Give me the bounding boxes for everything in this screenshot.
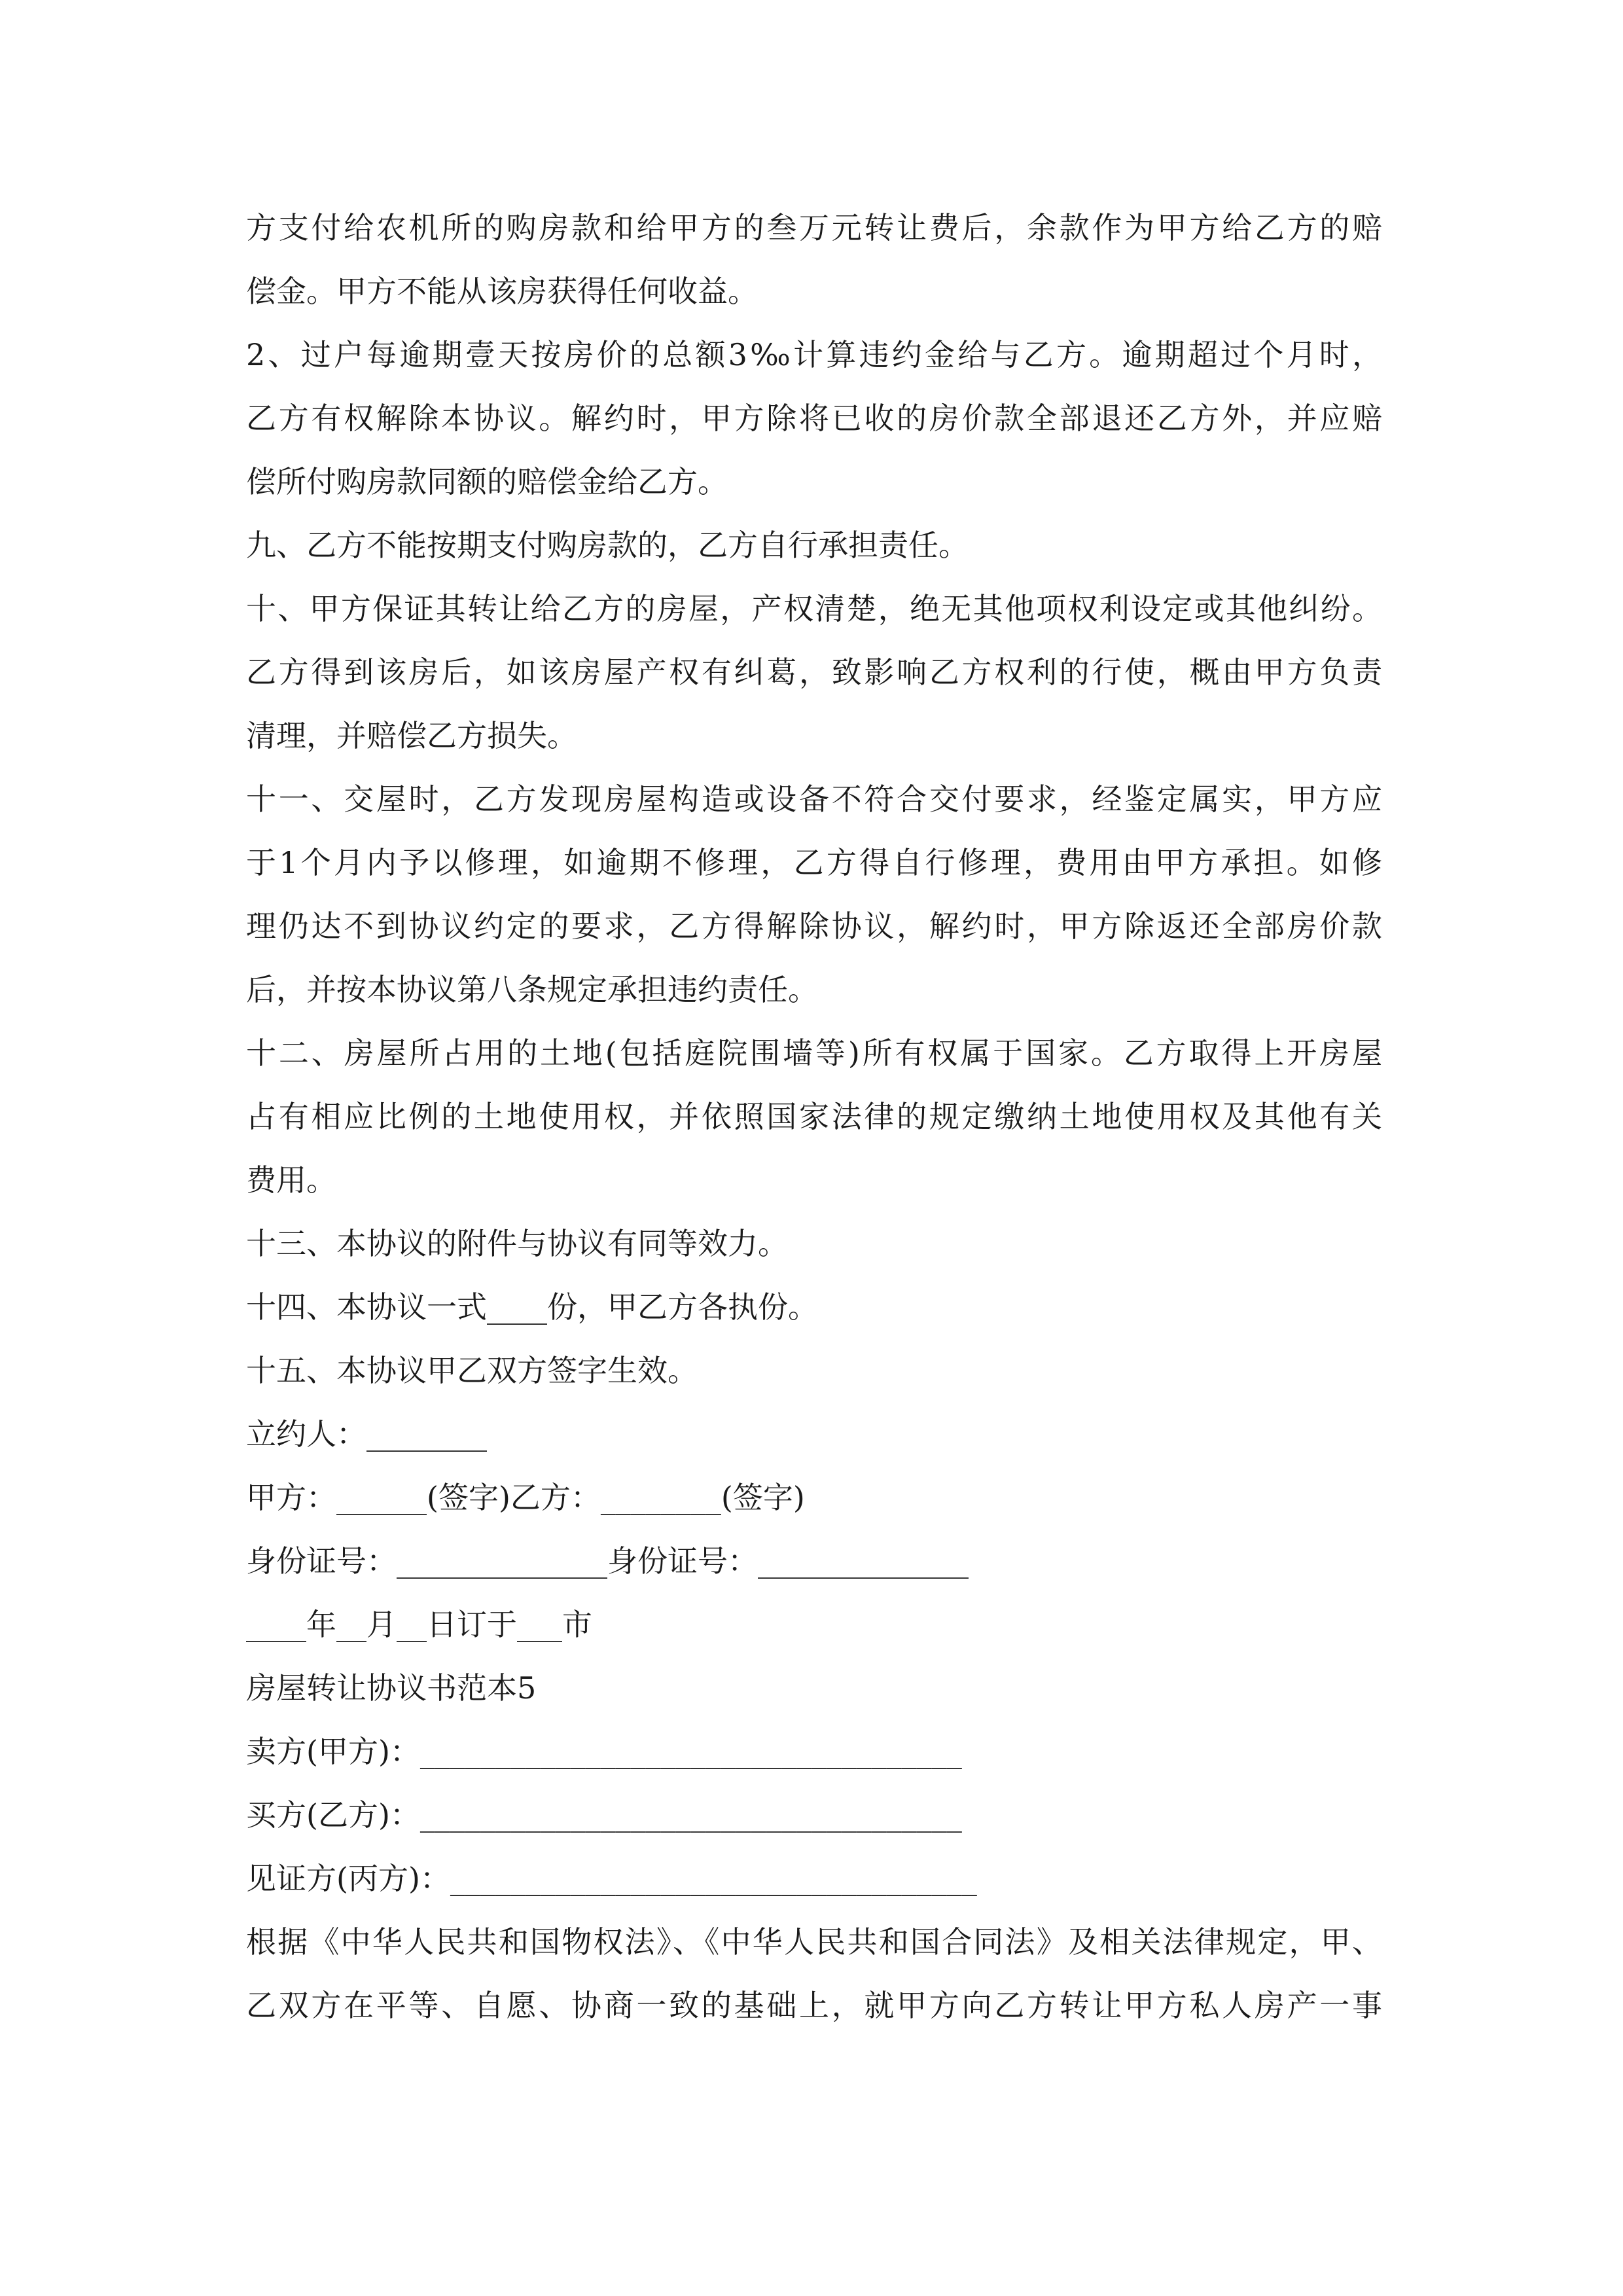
- text-line: 乙方有权解除本协议。解约时，甲方除将已收的房价款全部退还乙方外，并应赔: [246, 401, 1382, 436]
- clause-twelve: 十二、房屋所占用的土地(包括庭院围墙等)所有权属于国家。乙方取得上开房屋: [246, 1035, 1382, 1071]
- text-line: 方支付给农机所的购房款和给甲方的叁万元转让费后，余款作为甲方给乙方的赔: [246, 210, 1382, 245]
- text-line: 理仍达不到协议约定的要求，乙方得解除协议，解约时，甲方除返还全部房价款: [246, 908, 1382, 944]
- text-line: 于1个月内予以修理，如逾期不修理，乙方得自行修理，费用由甲方承担。如修: [246, 845, 1382, 880]
- seller-line: 卖方(甲方)：____________________________________: [246, 1734, 962, 1769]
- document-body: [246, 196, 1382, 2037]
- clause-thirteen: 十三、本协议的附件与协议有同等效力。: [246, 1226, 788, 1261]
- witness-line: 见证方(丙方)：___________________________________: [246, 1861, 977, 1896]
- text-line: 清理，并赔偿乙方损失。: [246, 718, 577, 753]
- text-line: 乙方得到该房后，如该房屋产权有纠葛，致影响乙方权利的行使，概由甲方负责: [246, 655, 1382, 690]
- clause-fourteen: 十四、本协议一式____份，甲乙方各执份。: [246, 1289, 818, 1325]
- signatory-line: 立约人：________: [246, 1416, 487, 1452]
- clause-nine: 九、乙方不能按期支付购房款的，乙方自行承担责任。: [246, 528, 969, 563]
- text-line: 后，并按本协议第八条规定承担违约责任。: [246, 972, 818, 1007]
- party-signature-line: 甲方：______(签字)乙方：________(签字): [246, 1480, 805, 1515]
- clause-fifteen: 十五、本协议甲乙双方签字生效。: [246, 1353, 698, 1388]
- buyer-line: 买方(乙方)：____________________________________: [246, 1797, 962, 1833]
- date-place-line: ____年__月__日订于___市: [246, 1607, 592, 1642]
- clause-ten: 十、甲方保证其转让给乙方的房屋，产权清楚，绝无其他项权利设定或其他纠纷。: [246, 591, 1382, 626]
- preamble-line: 根据《中华人民共和国物权法》、《中华人民共和国合同法》及相关法律规定，甲、: [246, 1924, 1382, 1960]
- text-line: 占有相应比例的土地使用权，并依照国家法律的规定缴纳土地使用权及其他有关: [246, 1099, 1382, 1134]
- preamble-line: 乙双方在平等、自愿、协商一致的基础上，就甲方向乙方转让甲方私人房产一事: [246, 1988, 1382, 2023]
- text-line: 偿所付购房款同额的赔偿金给乙方。: [246, 464, 728, 499]
- text-line: 2、过户每逾期壹天按房价的总额3‰计算违约金给与乙方。逾期超过个月时，: [246, 337, 1382, 372]
- clause-eleven: 十一、交屋时，乙方发现房屋构造或设备不符合交付要求，经鉴定属实，甲方应: [246, 781, 1382, 817]
- section-title: 房屋转让协议书范本5: [246, 1670, 537, 1706]
- text-line: 费用。: [246, 1162, 336, 1198]
- id-number-line: 身份证号：______________身份证号：______________: [246, 1543, 969, 1579]
- text-line: 偿金。甲方不能从该房获得任何收益。: [246, 274, 758, 309]
